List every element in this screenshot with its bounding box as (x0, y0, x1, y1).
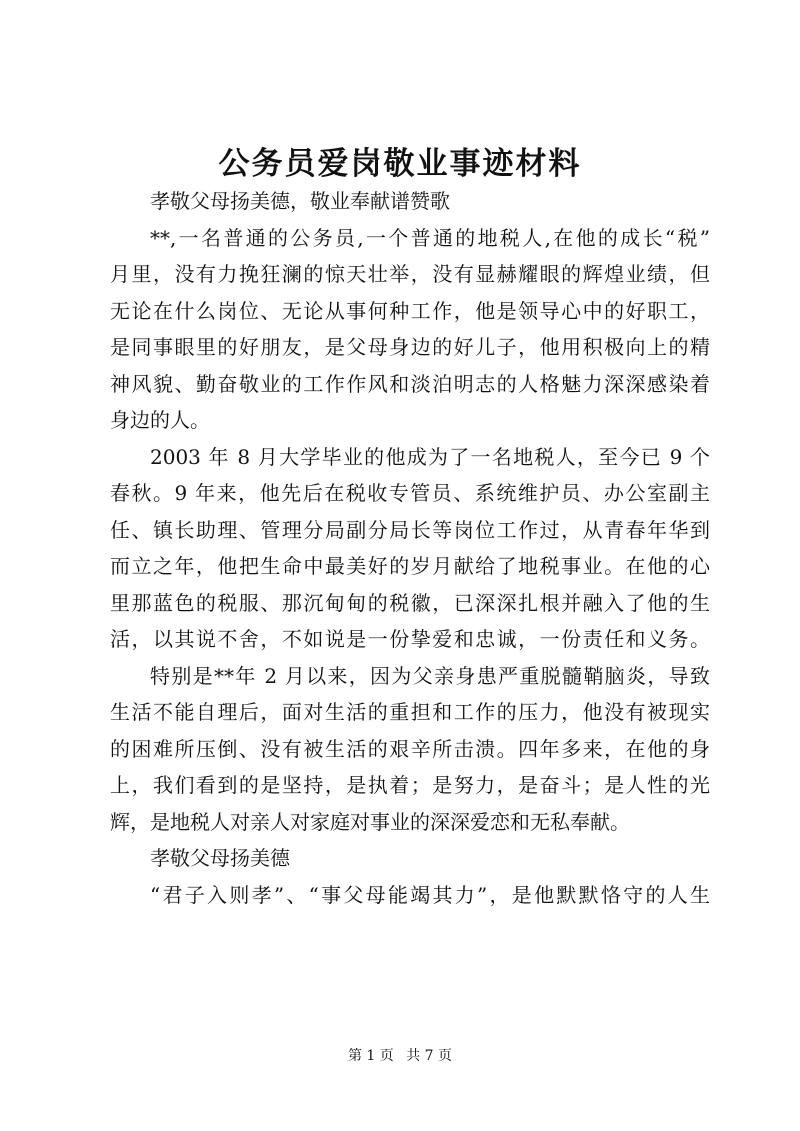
text-line: 孝敬父母扬美德，敬业奉献谱赞歌 (150, 189, 450, 213)
text-line: 孝敬父母扬美德 (150, 846, 290, 870)
page-title: 公务员爱岗敬业事迹材料 (218, 146, 582, 182)
text-line: 而立之年，他把生命中最美好的岁月献给了地税事业。在他的心 (110, 554, 710, 578)
text-line: 月里，没有力挽狂澜的惊天壮举，没有显赫耀眼的辉煌业绩，但 (110, 262, 710, 286)
document-body (110, 183, 710, 913)
text-line: 里那蓝色的税服、那沉甸甸的税徽，已深深扎根并融入了他的生 (110, 590, 710, 615)
text-line: 春秋。9 年来，他先后在税收专管员、系统维护员、办公室副主 (110, 481, 710, 505)
text-line: 生活不能自理后，面对生活的重担和工作的压力，他没有被现实 (110, 700, 710, 724)
text-line: 2003 年 8 月大学毕业的他成为了一名地税人，至今已 9 个 (150, 444, 710, 469)
page-total: 共 7 页 (406, 1048, 453, 1064)
text-line: 活，以其说不舍，不如说是一份挚爱和忠诚，一份责任和义务。 (110, 627, 710, 651)
text-line: 任、镇长助理、管理分局副分局长等岗位工作过，从青春年华到 (110, 517, 710, 542)
text-line: 辉，是地税人对亲人对家庭对事业的深深爱恋和无私奉献。 (110, 809, 630, 834)
text-line: 上，我们看到的是坚持，是执着；是努力，是奋斗；是人性的光 (110, 773, 710, 797)
text-line: 的困难所压倒、没有被生活的艰辛所击溃。四年多来，在他的身 (110, 736, 710, 761)
text-line: “君子入则孝”、“事父母能竭其力”，是他默默恪守的人生 (150, 882, 710, 907)
text-line: 神风貌、勤奋敬业的工作作风和淡泊明志的人格魅力深深感染着 (110, 371, 710, 396)
text-line: 是同事眼里的好朋友，是父母身边的好儿子，他用积极向上的精 (110, 335, 710, 359)
text-line: 特别是**年 2 月以来，因为父亲身患严重脱髓鞘脑炎，导致 (150, 663, 710, 688)
text-line: 无论在什么岗位、无论从事何种工作，他是领导心中的好职工， (110, 298, 710, 323)
text-line: **,一名普通的公务员,一个普通的地税人,在他的成长“税” (150, 225, 710, 250)
page-footer (0, 1046, 800, 1066)
page-number: 第 1 页 (347, 1048, 394, 1064)
text-line: 身边的人。 (110, 408, 210, 432)
